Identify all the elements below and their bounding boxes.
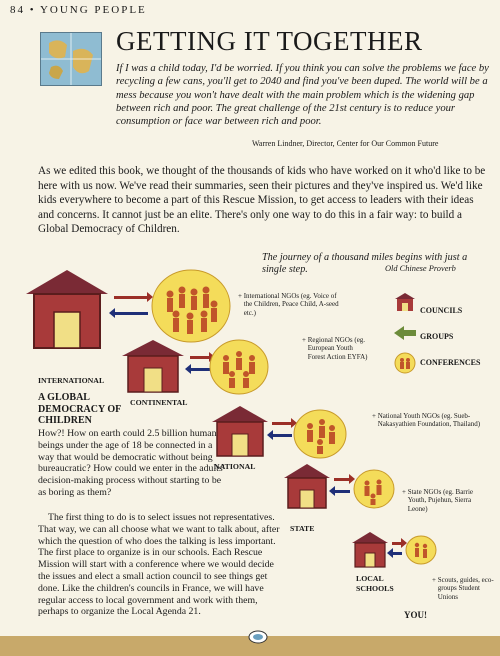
international-ngos-text: International NGOs (eg. Voice of the Children, Peace Child, A-seed etc.) [243,292,339,317]
bullet-dot: • [29,4,40,16]
intro-paragraph: As we edited this book, we thought of the thousands of kids who have worked on it who'd like to be here with us now. We've read their summaries, seen their pictures and they've inspired us. We'd like kids everywhere to become a part of this Rescue Mission, to get access to leaders with their ideas and concerns. It cannot just be an elite. There's only one way to do this in a fair way: to build a Global Democracy of Children. [38,165,486,235]
arrow-from-local-group [392,552,402,555]
section-paragraph-2: The first thing to do is to select issues not representatives. That way, we can all choose what we want to talk about, after which the question of who does the talking is less important. The first place to organize is in our schools. Each Rescue Mission will start with a conference where we would decide the issues and elect a small action council to see things get done. Like the children's councils in France, we will have regular access to local government and work with them, perhaps to organize the Local Agenda 21. [38,512,280,618]
international-group-circle [150,268,232,349]
international-house-icon [24,268,110,355]
state-ngos-text: State NGOs (eg. Barrie Youth, Pujehun, Sierra Leone) [407,488,474,513]
state-ngos-note: + State NGOs (eg. Barrie Youth, Pujehun, Sierra Leone) [402,488,492,513]
page-number: 84 [10,4,25,16]
local-school-house-icon [350,530,390,573]
arrow-to-state-group [334,478,350,481]
legend-conferences-icon [394,352,416,379]
section-paragraph-1: How?! How on earth could 2.5 billion human beings under the age of 18 be connected in a way that would be democratic without being bureaucratic? How could we enter in the adults' decision-making process without starting to be as boring as them? [38,428,225,498]
quote-attribution: Warren Lindner, Director, Center for Our Common Future [252,139,439,148]
scouts-text: Scouts, guides, eco-groups Student Unions [437,576,494,601]
scouts-note: + Scouts, guides, eco-groups Student Unions [432,576,494,601]
arrow-to-local-group [392,542,402,545]
legend-groups-label: GROUPS [420,332,454,341]
state-label: STATE [290,524,315,533]
legend-groups-icon [394,326,416,351]
opening-quote: If I was a child today, I'd be worried. If you think you can solve the problems we face by recycling a few cans, you'll get to 2040 and find you've been duped. The world will be a mess because you won't have dealt with the main problem which is the widening gap between rich and poor. The great challenge of the 21st century is to reduce your consumption or face war between rich and poor. [116,63,489,128]
local-group-circle [404,534,438,571]
local-schools-label: LOCAL SCHOOLS [356,574,394,593]
arrow-from-international-group [114,312,148,315]
footer-emblem-icon [248,630,268,649]
legend-councils-icon [394,292,416,317]
arrow-from-state-group [334,490,350,493]
section-name: YOUNG PEOPLE [39,4,147,16]
international-ngos-note: + International NGOs (eg. Voice of the Children, Peace Child, A-seed etc.) [238,292,344,317]
arrow-to-international-group [114,296,148,299]
state-group-circle [352,468,396,515]
legend-conferences-label: CONFERENCES [420,358,481,367]
continental-label: CONTINENTAL [130,398,188,407]
national-label: NATIONAL [214,462,256,471]
running-header [10,4,147,16]
arrow-to-national-group [272,422,292,425]
continental-group-circle [208,338,270,401]
international-label: INTERNATIONAL [38,376,105,385]
proverb-source: Old Chinese Proverb [385,264,456,273]
world-puzzle-icon [40,32,102,86]
arrow-from-national-group [272,434,292,437]
proverb-text: The journey of a thousand miles begins with just a single step. [262,252,468,275]
arrow-from-continental-group [190,368,210,371]
national-group-circle [292,408,348,465]
national-ngos-note: + National Youth NGOs (eg. Sueb-Nakasyathien Foundation, Thailand) [372,412,486,429]
legend-councils-label: COUNCILS [420,306,463,315]
section-heading: A GLOBAL DEMOCRACY OF CHILDREN [38,392,121,426]
arrow-to-continental-group [190,356,210,359]
page-title: GETTING IT TOGETHER [116,26,423,56]
regional-ngos-note: + Regional NGOs (eg. European Youth Forest Action EYFA) [302,336,368,361]
regional-ngos-text: Regional NGOs (eg. European Youth Forest Action EYFA) [307,336,368,361]
state-house-icon [282,462,332,515]
you-label: YOU! [404,610,427,620]
continental-house-icon [120,338,186,399]
national-ngos-text: National Youth NGOs (eg. Sueb-Nakasyathien Foundation, Thailand) [377,412,481,429]
